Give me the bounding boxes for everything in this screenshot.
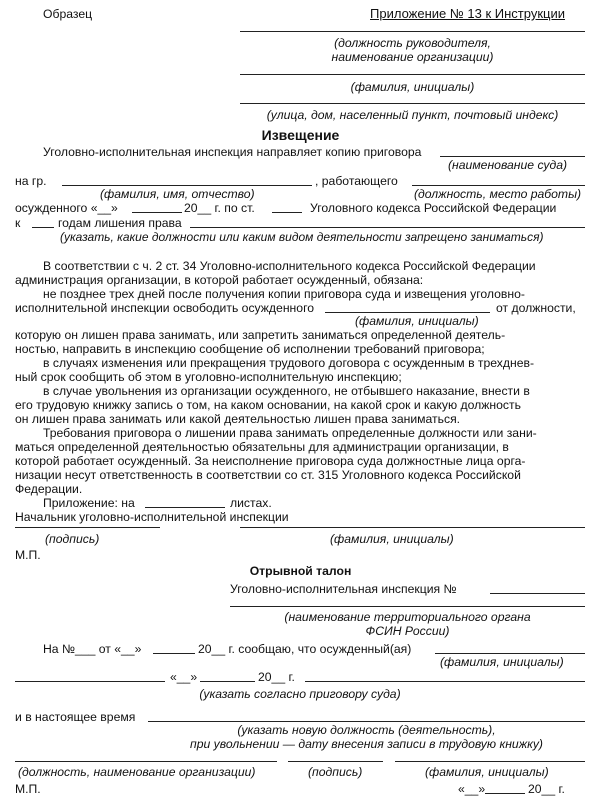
coupon-sig-name-caption: (фамилия, инициалы): [425, 765, 549, 779]
prohibition-line[interactable]: [190, 227, 585, 228]
attachment-suffix: листах.: [230, 496, 272, 510]
address-line[interactable]: [240, 103, 585, 104]
coupon-new-job-line[interactable]: [148, 721, 585, 722]
freed-convict-line[interactable]: [325, 312, 490, 313]
p4-b: его трудовую книжку запись о том, на каком основании, на какой срок и какую должность: [15, 398, 521, 412]
coupon-convict-line[interactable]: [435, 653, 585, 654]
coupon-date-a: «__»: [170, 670, 198, 684]
position-caption: (должность руководителя,: [334, 36, 491, 50]
coupon-title: Отрывной талон: [249, 564, 352, 578]
job-caption: (должность, место работы): [414, 187, 582, 201]
p1-a: В соответствии с ч. 2 ст. 34 Уголовно-исполнительного кодекса Российской Федерации: [43, 259, 536, 273]
court-caption: (наименование суда): [448, 158, 568, 172]
sample-label: Образец: [43, 7, 93, 21]
coupon-footer-month-line[interactable]: [485, 793, 525, 794]
org-caption: наименование организации): [331, 50, 494, 64]
chief-signature-caption: (подпись): [45, 532, 100, 546]
prohibition-caption: (указать, какие должности или каким видом деятельности запрещено заниматься): [60, 230, 544, 244]
coupon-convict-caption: (фамилия, инициалы): [440, 655, 564, 669]
position-line[interactable]: [240, 31, 585, 32]
coupon-month-line[interactable]: [153, 653, 195, 654]
coupon-line-b: 20__ г. сообщаю, что осужденный(ая): [198, 642, 412, 656]
chief-signature-line[interactable]: [15, 527, 160, 528]
p2-a: не позднее трех дней после получения копии приговора суда и извещения уголовно-: [43, 287, 525, 301]
full-name-caption: (фамилия, имя, отчество): [100, 187, 255, 201]
coupon-sig-name-line[interactable]: [395, 761, 585, 762]
p2-c: от должности,: [496, 301, 576, 315]
notice-line3-a: осужденного «__»: [15, 201, 118, 215]
coupon-line-a: На №___ от «__»: [43, 642, 142, 656]
chief-name-line[interactable]: [240, 527, 585, 528]
coupon-court-line-left[interactable]: [15, 681, 165, 682]
coupon-sig-position-caption: (должность, наименование организации): [18, 765, 256, 779]
notice-line2-mid: , работающего: [315, 174, 398, 188]
coupon-new-job-caption-b: при увольнении — дату внесения записи в трудовую книжку): [190, 737, 543, 751]
p5-a: Требования приговора о лишении права занимать определенные должности или зани-: [43, 426, 537, 440]
article-line[interactable]: [272, 212, 302, 213]
p3-a: в случаях изменения или прекращения трудового договора с осужденным в трехднев-: [43, 356, 535, 370]
coupon-currently: и в настоящее время: [15, 710, 136, 724]
p3-b: ный срок сообщить об этом в уголовно-исполнительную инспекцию;: [15, 370, 402, 384]
coupon-sig-position-line[interactable]: [15, 761, 277, 762]
coupon-court-line-right[interactable]: [305, 681, 585, 682]
coupon-stamp: М.П.: [15, 782, 41, 796]
inspection-number-line[interactable]: [490, 593, 585, 594]
p4-c: он лишен права занимать или какой деятельностью лишен права заниматься.: [15, 412, 461, 426]
notice-stamp: М.П.: [15, 548, 41, 562]
notice-line2-prefix: на гр.: [15, 174, 47, 188]
chief-label: Начальник уголовно-исполнительной инспекции: [15, 510, 289, 524]
sheets-count-line[interactable]: [145, 507, 225, 508]
coupon-signature-caption: (подпись): [308, 765, 363, 779]
freed-convict-caption: (фамилия, инициалы): [355, 314, 479, 328]
coupon-date-b: 20__ г.: [258, 670, 295, 684]
notice-title: Извещение: [261, 127, 340, 143]
full-name-line[interactable]: [62, 185, 312, 186]
court-line[interactable]: [440, 156, 585, 157]
coupon-new-job-caption-a: (указать новую должность (деятельность),: [237, 723, 496, 737]
coupon-footer-date-b: 20__ г.: [528, 782, 565, 796]
notice-line1: Уголовно-исполнительная инспекция направляет копию приговора: [43, 145, 422, 159]
years-line[interactable]: [32, 227, 54, 228]
recipient-name-line[interactable]: [240, 74, 585, 75]
territorial-caption-b: ФСИН России): [365, 624, 450, 638]
coupon-court-caption: (указать согласно приговору суда): [199, 687, 401, 701]
notice-line4-b: годам лишения права: [58, 216, 182, 230]
coupon-signature-line[interactable]: [288, 761, 383, 762]
p5-b: маться определенной деятельностью обязательны для администрации организации, в: [15, 440, 509, 454]
coupon-footer-date-a: «__»: [458, 782, 486, 796]
p2-d: которую он лишен права занимать, или запретить заниматься определенной деятель-: [15, 328, 506, 342]
appendix-title: Приложение № 13 к Инструкции: [370, 6, 566, 21]
p2-b: исполнительной инспекции освободить осужденного: [15, 301, 315, 315]
p1-b: администрация организации, в которой работает осужденный, обязана:: [15, 273, 424, 287]
notice-line3-b: 20__ г. по ст.: [184, 201, 255, 215]
p5-e: Федерации.: [15, 482, 83, 496]
recipient-name-caption: (фамилия, инициалы): [350, 80, 475, 94]
chief-name-caption: (фамилия, инициалы): [330, 532, 454, 546]
coupon-inspection: Уголовно-исполнительная инспекция №: [230, 582, 457, 596]
coupon-date-month-line[interactable]: [200, 681, 255, 682]
territorial-line[interactable]: [230, 606, 585, 607]
p5-c: которой работает осужденный. За неисполнение приговора суда должностные лица орга-: [15, 454, 526, 468]
p4-a: в случае увольнения из организации осужденного, не отбывшего наказание, внести в: [43, 384, 530, 398]
notice-line3-c: Уголовного кодекса Российской Федерации: [310, 201, 557, 215]
attachment-label: Приложение: на: [43, 496, 135, 510]
p2-e: ностью, направить в инспекцию сообщение об исполнении требований приговора;: [15, 342, 485, 356]
job-line[interactable]: [412, 185, 585, 186]
date-month-line[interactable]: [132, 212, 182, 213]
notice-line4-a: к: [15, 216, 21, 230]
address-caption: (улица, дом, населенный пункт, почтовый индекс): [266, 108, 559, 122]
p5-d: низации несут ответственность в соответствии со ст. 315 Уголовного кодекса Российской: [15, 468, 521, 482]
territorial-caption-a: (наименование территориального органа: [284, 610, 531, 624]
